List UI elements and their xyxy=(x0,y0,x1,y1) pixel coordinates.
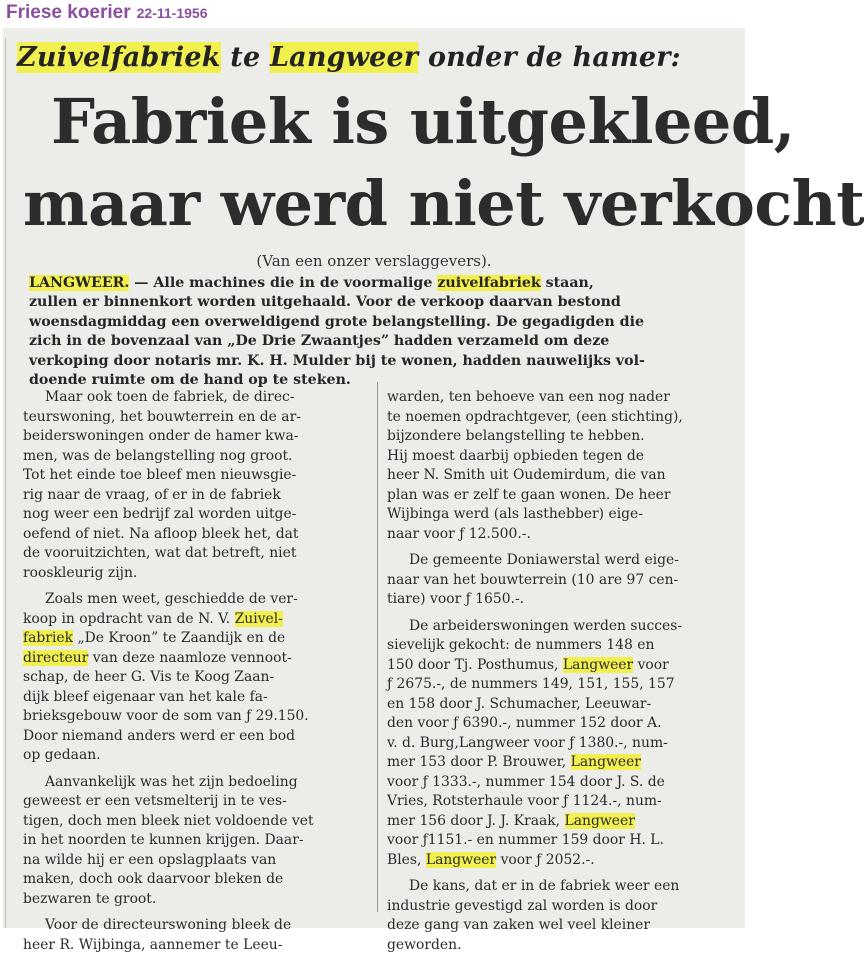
highlight-directeur: directeur xyxy=(23,649,89,666)
text-line: schap, de heer G. Vis te Koog Zaan- xyxy=(23,669,275,685)
text-fragment: „De Kroon” te Zaandijk en de xyxy=(73,630,286,646)
text-line: en 158 door J. Schumacher, Leeuwar- xyxy=(387,695,652,712)
text-line: Voor de directeurswoning bleek de xyxy=(45,917,292,933)
text-line: de vooruitzichten, wat dat betreft, niet xyxy=(23,545,297,561)
paragraph xyxy=(387,877,739,955)
newspaper-name: Friese koerier xyxy=(6,2,131,23)
paragraph xyxy=(23,388,373,583)
text-fragment: — Alle machines die in de voormalige xyxy=(129,275,438,291)
text-line: industrie gevestigd zal worden is door xyxy=(387,897,658,914)
text-line: plan was er zelf te gaan wonen. De heer xyxy=(387,486,671,503)
text-line: maken, doch ook daarvoor bleken de xyxy=(23,871,284,887)
text-fragment: voor ƒ 2052.-. xyxy=(496,851,595,868)
text-line: Vries, Rotsterhaule voor ƒ 1124.-, num- xyxy=(387,793,662,809)
highlight-langweer: Langweer xyxy=(425,851,497,868)
text-fragment: 150 door Tj. Posthumus, xyxy=(387,656,563,673)
article-kicker xyxy=(17,42,737,73)
text-line: De arbeiderswoningen werden succes- xyxy=(409,617,683,634)
text-line: Aanvankelijk was het zijn bedoeling xyxy=(45,773,298,790)
column-left xyxy=(23,388,373,962)
text-fragment: te xyxy=(220,42,270,73)
highlight-zuivelfabriek: Zuivelfabriek xyxy=(17,42,221,73)
text-line xyxy=(387,656,739,676)
text-line xyxy=(387,812,739,832)
text-line: beiderswoningen onder de hamer kwa- xyxy=(23,428,299,444)
column-divider xyxy=(377,382,378,912)
text-line: nog weer een bedrijf zal worden uitge- xyxy=(23,506,297,522)
text-line: tigen, doch men bleek niet voldoende vet xyxy=(23,812,314,829)
intro-line xyxy=(29,274,735,293)
text-line xyxy=(23,629,373,649)
text-line: Door niemand anders werd er een bod xyxy=(23,727,296,744)
newspaper-clipping xyxy=(3,28,864,953)
text-fragment: voor xyxy=(633,656,669,673)
text-line: geweest er een vetsmelterij in te ves- xyxy=(23,793,287,809)
text-line: Tot het einde toe bleef men nieuwsgie- xyxy=(23,467,297,483)
column-right xyxy=(387,388,739,962)
text-line: bijzondere belangstelling te hebben. xyxy=(387,428,645,444)
text-line: heer R. Wijbinga, aannemer te Leeu- xyxy=(23,936,283,953)
text-line: rig naar de vraag, of er in de fabriek xyxy=(23,486,281,503)
text-line xyxy=(23,610,373,630)
text-line: te noemen opdrachtgever, (een stichting), xyxy=(387,408,683,425)
text-line: dijk bleef eigenaar van het kale fa- xyxy=(23,688,268,705)
highlight-langweer: Langweer xyxy=(269,42,419,73)
text-line: naar voor ƒ 12.500.-. xyxy=(387,525,531,542)
paragraph xyxy=(387,388,739,544)
text-line: rooskleurig zijn. xyxy=(23,564,138,581)
publication-date: 22-11-1956 xyxy=(136,5,208,21)
text-line: naar van het bouwterrein (10 are 97 cen- xyxy=(387,571,679,588)
highlight-langweer: Langweer xyxy=(562,656,634,673)
text-line: geworden. xyxy=(387,936,462,953)
text-line: Zoals men weet, geschiedde de ver- xyxy=(45,591,298,607)
headline-line-2: maar werd niet verkocht xyxy=(23,167,864,240)
text-line: in het noorden te kunnen krijgen. Daar- xyxy=(23,832,304,848)
intro-line: zullen er binnenkort worden uitgehaald. Voor de verkoop daarvan bestond xyxy=(29,294,621,311)
text-fragment: onder de hamer: xyxy=(418,42,681,73)
text-line: tiare) voor ƒ 1650.-. xyxy=(387,591,525,607)
text-line: De kans, dat er in de fabriek weer een xyxy=(409,878,680,894)
headline-line-1: Fabriek is uitgekleed, xyxy=(51,85,795,158)
text-line: op gedaan. xyxy=(23,747,101,763)
text-line: Hij moest daarbij opbieden tegen de xyxy=(387,447,644,464)
text-fragment: koop in opdracht van de N. V. xyxy=(23,610,235,627)
text-fragment: staan, xyxy=(540,275,594,291)
paragraph xyxy=(23,590,373,766)
text-fragment: mer 153 door P. Brouwer, xyxy=(387,754,571,770)
text-fragment: van deze naamloze vennoot- xyxy=(88,649,292,666)
article-intro xyxy=(29,274,735,390)
highlight-dateline: LANGWEER. xyxy=(29,275,130,291)
text-line: voor ƒ1151.- en nummer 159 door H. L. xyxy=(387,832,664,848)
highlight-langweer: Langweer xyxy=(564,812,635,829)
text-line: warden, ten behoeve van een nog nader xyxy=(387,389,670,405)
intro-line: woensdagmiddag een overweldigend grote belangstelling. De gegadigden die xyxy=(29,313,644,330)
text-line: bezwaren te groot. xyxy=(23,890,157,907)
text-line: sievelijk gekocht: de nummers 148 en xyxy=(387,637,655,653)
text-line: Wijbinga werd (als lasthebber) eige- xyxy=(387,506,643,522)
highlight-langweer: Langweer xyxy=(570,754,641,770)
text-line: brieksgebouw voor de som van ƒ 29.150. xyxy=(23,708,309,724)
paragraph xyxy=(23,916,373,955)
paragraph xyxy=(387,617,739,871)
text-line: Maar ook toen de fabriek, de direc- xyxy=(45,389,295,405)
text-line xyxy=(23,649,373,669)
paragraph xyxy=(387,551,739,610)
text-fragment: Bles, xyxy=(387,851,426,868)
text-line: De gemeente Doniawerstal werd eige- xyxy=(409,552,679,568)
text-line: oefend of niet. Na afloop bleek het, dat xyxy=(23,525,299,542)
intro-line: doende ruimte om de hand op te steken. xyxy=(29,372,351,389)
intro-line: verkoping door notaris mr. K. H. Mulder bij te wonen, hadden nauwelijks vol- xyxy=(29,352,645,369)
highlight-zuivelfabriek: zuivelfabriek xyxy=(437,275,541,291)
text-line: ƒ 2675.-, de nummers 149, 151, 155, 157 xyxy=(387,676,675,692)
text-line xyxy=(387,753,739,773)
text-line: na wilde hij er een opslagplaats van xyxy=(23,851,277,868)
text-line xyxy=(387,851,739,871)
text-line: voor ƒ 1333.-, nummer 154 door J. S. de xyxy=(387,773,665,790)
text-line: teurswoning, het bouwterrein en de ar- xyxy=(23,408,301,425)
text-fragment: mer 156 door J. J. Kraak, xyxy=(387,812,565,829)
article-byline: (Van een onzer verslaggevers). xyxy=(256,252,492,270)
text-line: heer N. Smith uit Oudemirdum, die van xyxy=(387,467,666,483)
highlight-zuivelfabriek: fabriek xyxy=(23,630,74,646)
text-line: v. d. Burg,Langweer voor ƒ 1380.-, num- xyxy=(387,734,668,751)
text-line: deze gang van zaken wel veel kleiner xyxy=(387,917,651,933)
intro-line: zich in de bovenzaal van „De Drie Zwaantjes” hadden verzameld om deze xyxy=(29,333,610,350)
paragraph xyxy=(23,773,373,910)
highlight-zuivelfabriek: Zuivel- xyxy=(234,610,283,627)
text-line: den voor ƒ 6390.-, nummer 152 door A. xyxy=(387,715,662,731)
text-line: men, was de belangstelling nog groot. xyxy=(23,447,293,464)
clipping-header xyxy=(6,2,207,28)
